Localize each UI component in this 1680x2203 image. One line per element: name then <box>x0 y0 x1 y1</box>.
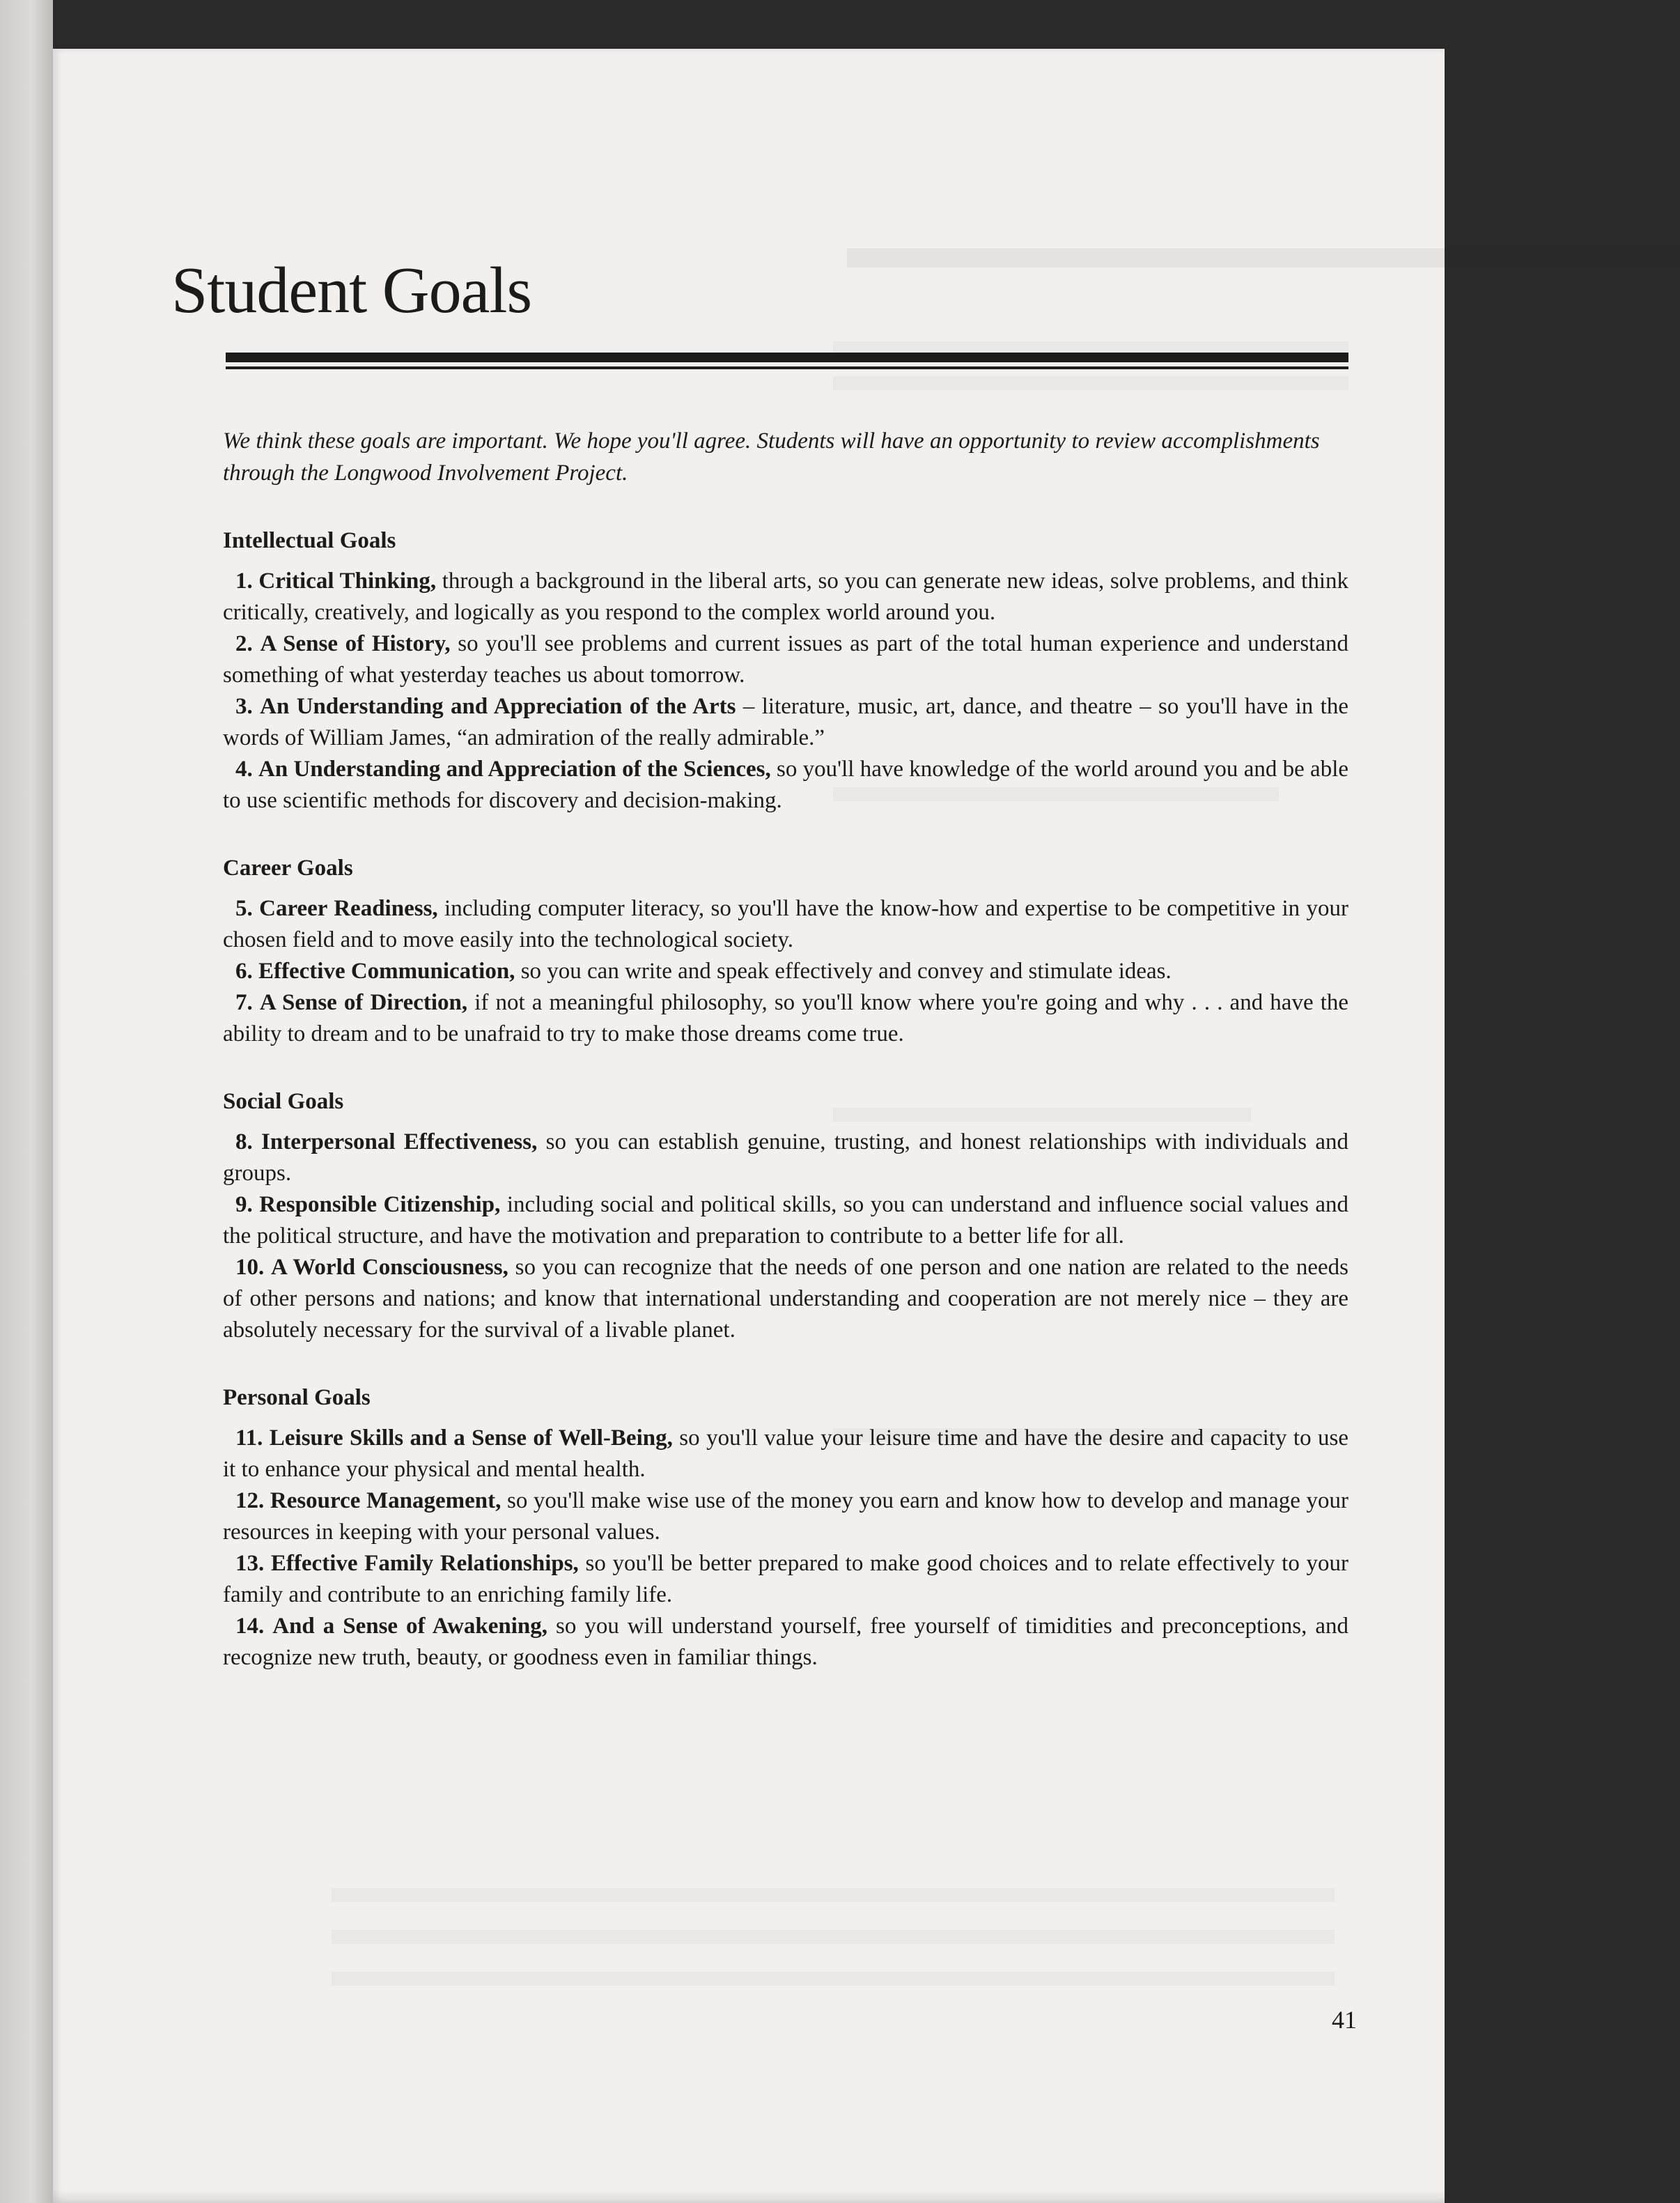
goal-item <box>223 1127 1348 1189</box>
goal-name: Career Readiness, <box>259 896 438 921</box>
section-heading-intellectual: Intellectual Goals <box>223 528 396 553</box>
goal-item <box>223 956 1348 987</box>
goal-item <box>223 1548 1348 1611</box>
section-heading-career: Career Goals <box>223 856 353 881</box>
goal-item <box>223 1423 1348 1485</box>
goal-text: so you will understand yourself, free yourself of timidities and preconceptions, and recognize new truth, beauty, or goodness even in familiar things. <box>223 1614 1349 1670</box>
goal-name: An Understanding and Appreciation of the Arts <box>260 694 736 719</box>
goal-text: so you can write and speak effectively and convey and stimulate ideas. <box>520 959 1172 984</box>
bleed-line <box>332 1888 1335 1902</box>
goal-number: 13. <box>235 1551 265 1576</box>
goal-number: 1. <box>235 569 253 594</box>
goal-text: including social and political skills, so you can understand and influence social values and the political structure, and have the motivation and preparation to contribute to a better life for all. <box>223 1192 1349 1249</box>
goal-item <box>223 691 1348 754</box>
goal-text: through a background in the liberal arts, so you can generate new ideas, solve problems, and think critically, creatively, and logically as you respond to the complex world around you. <box>223 569 1348 625</box>
goal-number: 14. <box>235 1614 265 1639</box>
document-page <box>53 49 1680 2203</box>
goal-name: Resource Management, <box>270 1488 501 1513</box>
goal-text: so you can recognize that the needs of one person and one nation are related to the needs of other persons and nations; and know that international understanding and cooperation are not merely nice – they are absolutely necessary for the survival of a livable planet. <box>223 1255 1349 1343</box>
goal-text: if not a meaningful philosophy, so you'll know where you're going and why . . . and have the ability to dream and to be unafraid to try to make those dreams come true. <box>223 990 1349 1046</box>
goal-name: Effective Communication, <box>258 959 515 984</box>
goal-number: 7. <box>235 990 253 1015</box>
page-bottom-shadow <box>53 2189 1445 2203</box>
page-title: Student Goals <box>171 254 532 327</box>
goal-name: Critical Thinking, <box>258 569 437 594</box>
goal-text: so you'll have knowledge of the world around you and be able to use scientific methods for discovery and decision-making. <box>223 757 1349 813</box>
goal-name: Responsible Citizenship, <box>259 1192 501 1217</box>
goal-item <box>223 1611 1348 1673</box>
intro-paragraph: We think these goals are important. We hope you'll agree. Students will have an opportunity to review accomplishments through the Longwood Involvement Project. <box>223 428 1320 486</box>
goal-item <box>223 628 1348 691</box>
goal-name: A World Consciousness, <box>271 1255 508 1280</box>
goal-number: 12. <box>235 1488 265 1513</box>
goal-number: 4. <box>235 757 253 782</box>
goal-number: 9. <box>235 1192 253 1217</box>
goal-text: so you'll value your leisure time and have the desire and capacity to use it to enhance your physical and mental health. <box>223 1425 1349 1482</box>
goal-number: 6. <box>235 959 253 984</box>
goal-number: 3. <box>235 694 253 719</box>
goal-name: A Sense of History, <box>260 631 451 656</box>
bleed-heading-shape: ▬▬▬▬▬▬▬▬▬▬▬▬▬ <box>847 210 1680 281</box>
facing-page-edge <box>0 0 53 2203</box>
goal-name: A Sense of Direction, <box>259 990 468 1015</box>
goal-name: An Understanding and Appreciation of the Sciences, <box>258 757 771 782</box>
title-rule-thick <box>226 353 1348 362</box>
page-number: 41 <box>1332 2006 1357 2034</box>
goal-item <box>223 566 1348 628</box>
goal-text: – literature, music, art, dance, and theatre – so you'll have in the words of William James, “an admiration of the really admirable.” <box>223 694 1349 750</box>
goal-item <box>223 987 1348 1050</box>
bleed-line <box>332 1930 1335 1944</box>
goal-text: so you'll be better prepared to make good choices and to relate effectively to your family and contribute to an enriching family life. <box>223 1551 1348 1607</box>
goal-text: so you'll make wise use of the money you earn and know how to develop and manage your resources in keeping with your personal values. <box>223 1488 1348 1545</box>
goal-name: Leisure Skills and a Sense of Well-Being, <box>269 1425 673 1451</box>
goal-item <box>223 1485 1348 1548</box>
goal-number: 8. <box>235 1129 253 1154</box>
page-content <box>171 254 1349 1673</box>
goal-number: 2. <box>235 631 253 656</box>
goal-item <box>223 893 1348 956</box>
goal-text: so you'll see problems and current issues as part of the total human experience and understand something of what yesterday teaches us about tomorrow. <box>223 631 1348 688</box>
goal-number: 10. <box>235 1255 265 1280</box>
goal-text: including computer literacy, so you'll have the know-how and expertise to be competitive in your chosen field and to move easily into the technological society. <box>223 896 1348 952</box>
goal-item <box>223 754 1348 817</box>
goal-name: Interpersonal Effectiveness, <box>261 1129 538 1154</box>
goal-name: Effective Family Relationships, <box>270 1551 579 1576</box>
goal-name: And a Sense of Awakening, <box>272 1614 548 1639</box>
goal-text: so you can establish genuine, trusting, and honest relationships with individuals and groups. <box>223 1129 1348 1186</box>
section-heading-personal: Personal Goals <box>223 1385 371 1410</box>
section-heading-social: Social Goals <box>223 1089 344 1114</box>
goal-number: 5. <box>235 896 253 921</box>
goal-number: 11. <box>235 1425 263 1451</box>
title-rule-thin <box>226 366 1348 369</box>
bleed-line <box>332 1972 1335 1986</box>
goal-item <box>223 1252 1348 1346</box>
goal-item <box>223 1189 1348 1252</box>
